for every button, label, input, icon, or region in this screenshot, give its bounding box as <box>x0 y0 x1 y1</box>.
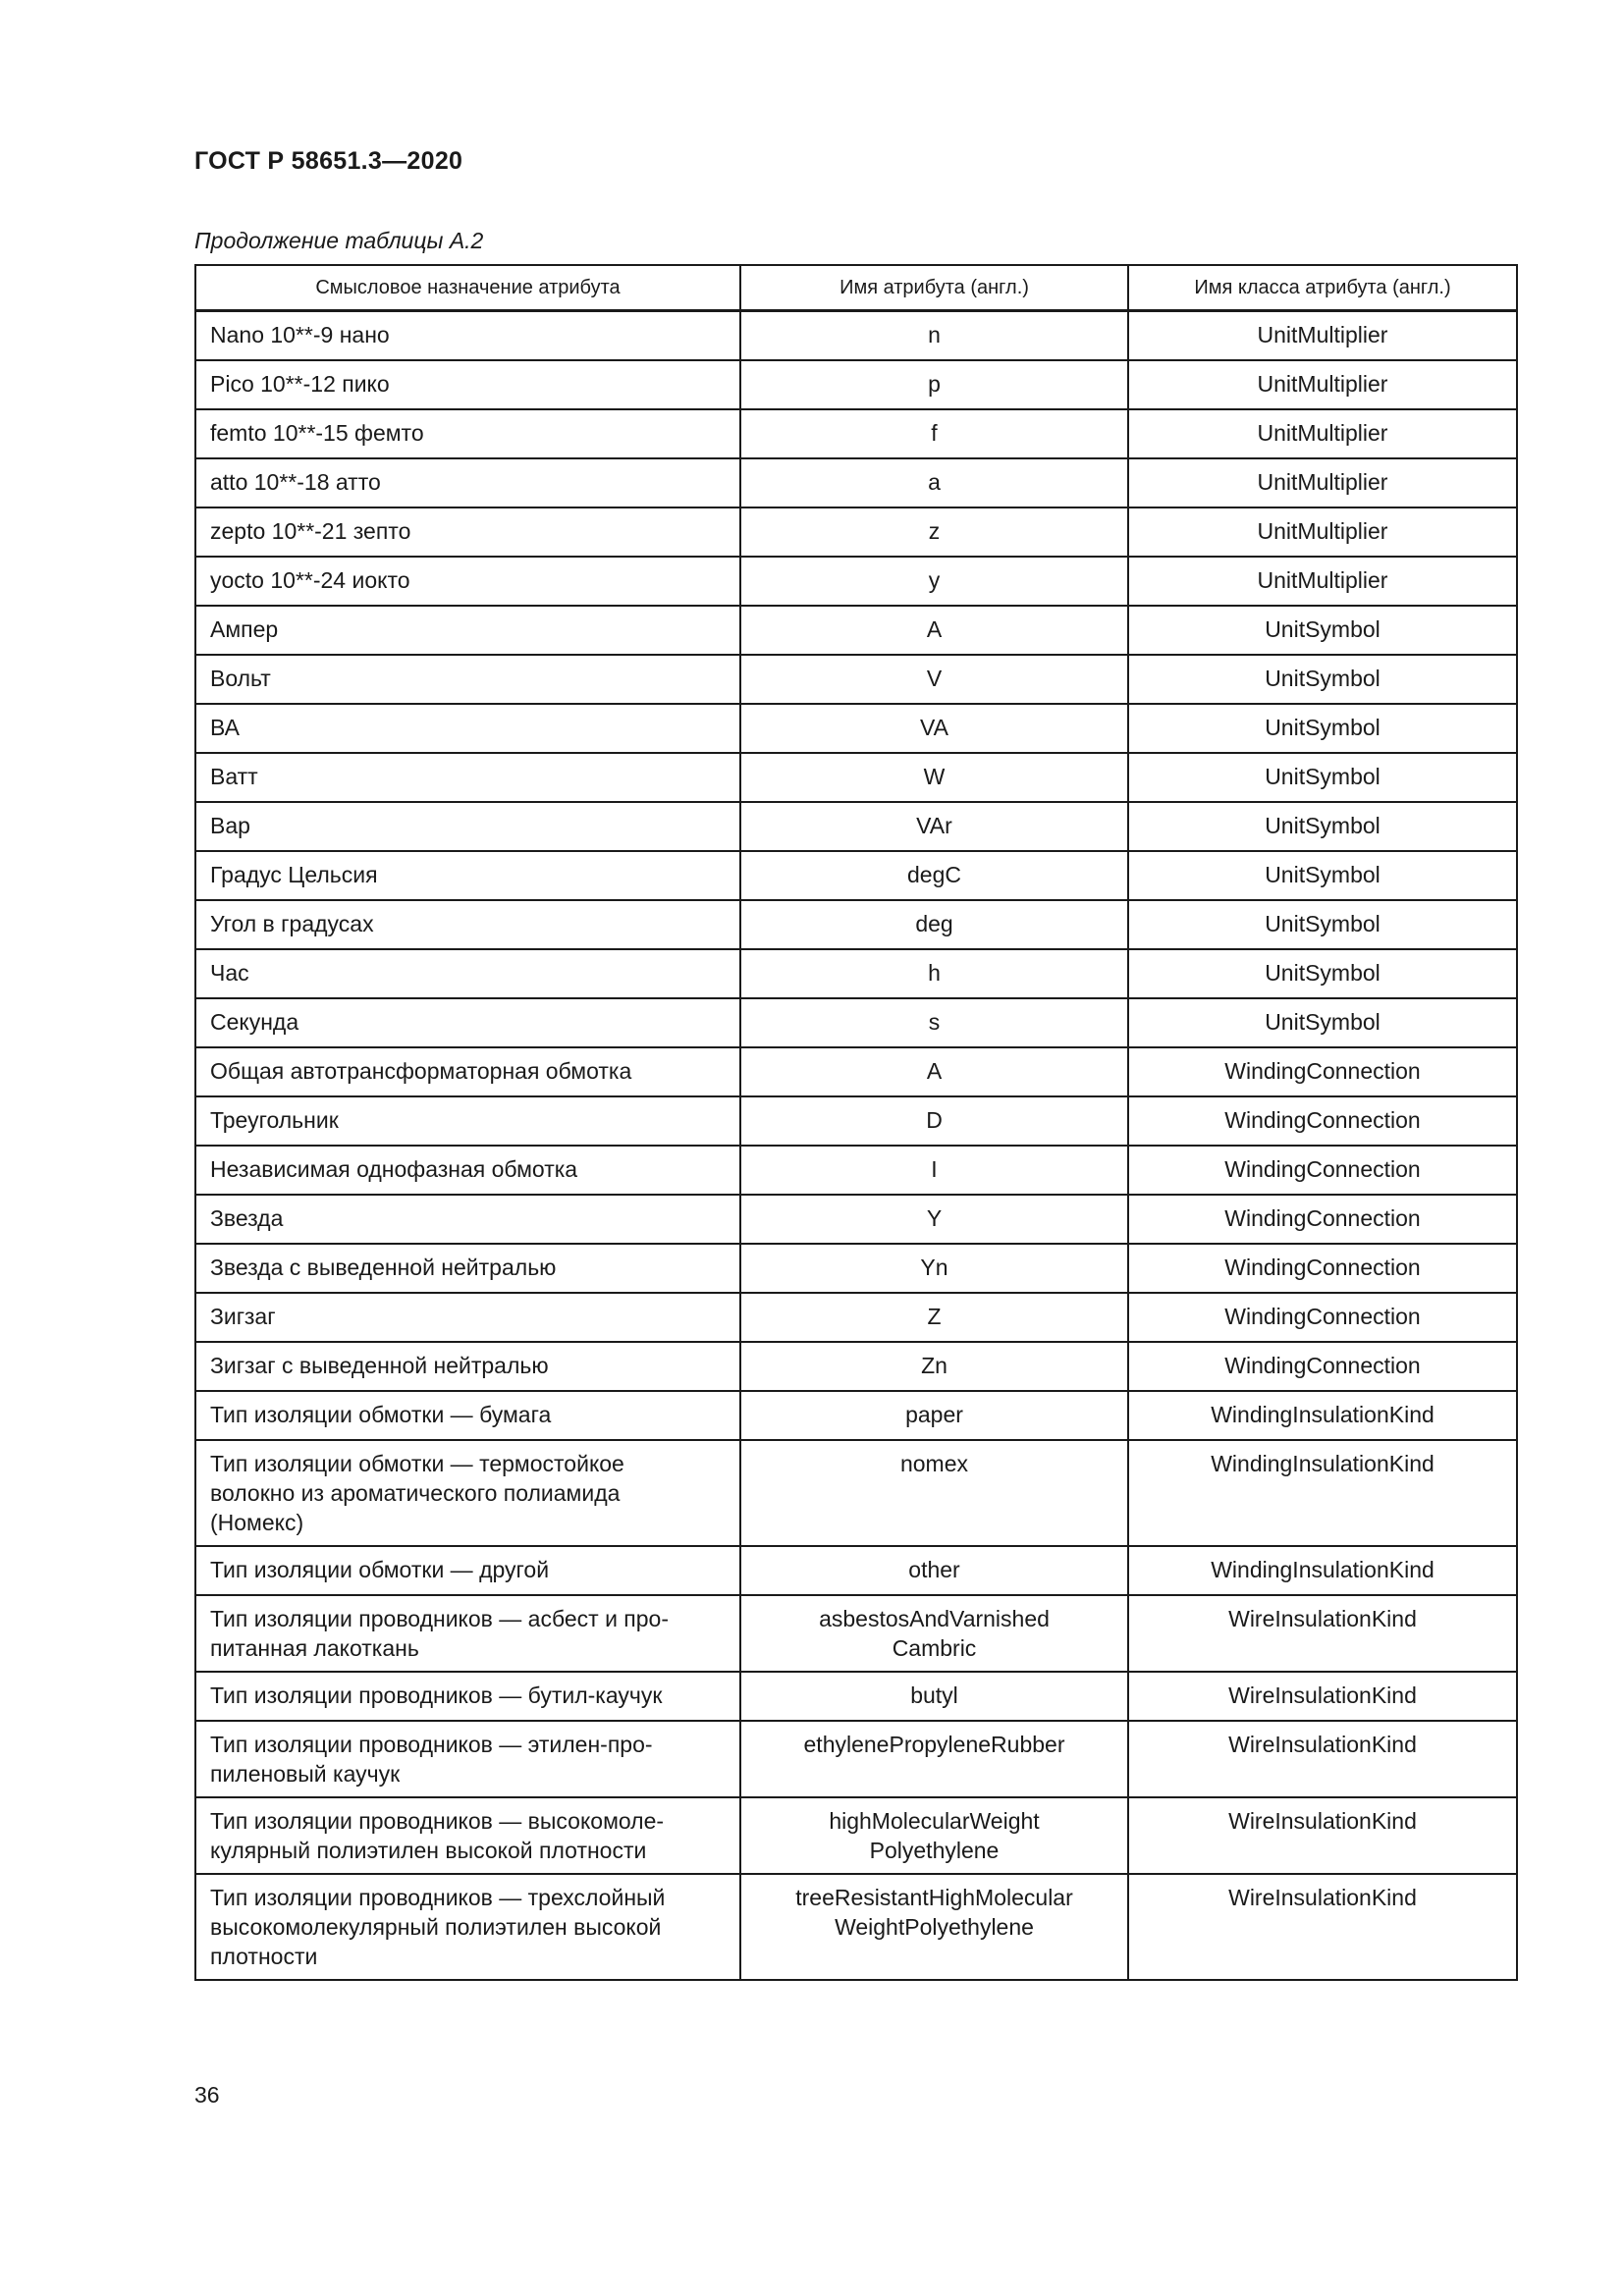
table-row <box>195 851 1517 900</box>
cell-attribute-name-line: asbestosAndVarnished <box>819 1605 1050 1631</box>
cell-attribute-class: UnitMultiplier <box>1128 360 1517 409</box>
cell-meaning: Тип изоляции обмотки — другой <box>195 1546 740 1595</box>
table-row <box>195 1342 1517 1391</box>
cell-attribute-name: W <box>740 753 1128 802</box>
cell-meaning: Ампер <box>195 606 740 655</box>
cell-meaning: Независимая однофазная обмотка <box>195 1146 740 1195</box>
table-row <box>195 1047 1517 1096</box>
cell-meaning: Секунда <box>195 998 740 1047</box>
cell-attribute-name: VAr <box>740 802 1128 851</box>
cell-attribute-class: UnitMultiplier <box>1128 557 1517 606</box>
cell-meaning-line: питанная лакоткань <box>210 1634 419 1661</box>
table-row <box>195 949 1517 998</box>
cell-attribute-name: Z <box>740 1293 1128 1342</box>
cell-attribute-name: h <box>740 949 1128 998</box>
cell-meaning-line: Тип изоляции проводников — высокомоле- <box>210 1807 665 1834</box>
cell-meaning-line: Тип изоляции проводников — этилен-про- <box>210 1731 653 1757</box>
cell-meaning: Общая автотрансформаторная обмотка <box>195 1047 740 1096</box>
table-row <box>195 1721 1517 1797</box>
cell-meaning-line: Тип изоляции проводников — трехслойный <box>210 1884 666 1910</box>
cell-attribute-name-line: WeightPolyethylene <box>835 1913 1034 1940</box>
table-row <box>195 606 1517 655</box>
cell-attribute-class: UnitSymbol <box>1128 851 1517 900</box>
cell-attribute-class: UnitSymbol <box>1128 753 1517 802</box>
cell-attribute-name-line: highMolecularWeight <box>829 1807 1040 1834</box>
cell-attribute-name <box>740 1595 1128 1672</box>
cell-attribute-class: WindingConnection <box>1128 1195 1517 1244</box>
cell-attribute-name: A <box>740 1047 1128 1096</box>
column-header-attribute-name: Имя атрибута (англ.) <box>740 265 1128 311</box>
cell-meaning: Вар <box>195 802 740 851</box>
table-caption: Продолжение таблицы А.2 <box>194 228 484 253</box>
table-row <box>195 1440 1517 1546</box>
cell-meaning: Тип изоляции обмотки — бумага <box>195 1391 740 1440</box>
cell-attribute-name <box>740 1874 1128 1980</box>
cell-meaning <box>195 1874 740 1980</box>
cell-meaning-line: пиленовый каучук <box>210 1760 401 1787</box>
cell-attribute-name-line: Polyethylene <box>869 1837 1000 1863</box>
cell-meaning-line: высокомолекулярный полиэтилен высокой <box>210 1913 662 1940</box>
cell-attribute-name: I <box>740 1146 1128 1195</box>
cell-attribute-class: UnitMultiplier <box>1128 311 1517 360</box>
cell-meaning: Градус Цельсия <box>195 851 740 900</box>
cell-meaning: yocto 10**-24 иокто <box>195 557 740 606</box>
table-row <box>195 1797 1517 1874</box>
attribute-table <box>194 264 1518 1981</box>
table-row <box>195 753 1517 802</box>
cell-meaning: Звезда с выведенной нейтралью <box>195 1244 740 1293</box>
cell-meaning <box>195 1721 740 1797</box>
cell-meaning: Вольт <box>195 655 740 704</box>
cell-attribute-class: WindingConnection <box>1128 1146 1517 1195</box>
cell-attribute-class: UnitSymbol <box>1128 900 1517 949</box>
column-header-attribute-class: Имя класса атрибута (англ.) <box>1128 265 1517 311</box>
cell-meaning: Час <box>195 949 740 998</box>
cell-attribute-name: f <box>740 409 1128 458</box>
cell-attribute-class: WireInsulationKind <box>1128 1672 1517 1721</box>
table-header-row <box>195 265 1517 311</box>
cell-attribute-name: Y <box>740 1195 1128 1244</box>
table-row <box>195 900 1517 949</box>
column-header-meaning: Смысловое назначение атрибута <box>195 265 740 311</box>
cell-meaning <box>195 1595 740 1672</box>
cell-meaning: Угол в градусах <box>195 900 740 949</box>
cell-meaning: femto 10**-15 фемто <box>195 409 740 458</box>
cell-meaning-line: волокно из ароматического полиамида <box>210 1479 621 1506</box>
table-row <box>195 1195 1517 1244</box>
cell-meaning: Тип изоляции проводников — бутил-каучук <box>195 1672 740 1721</box>
cell-meaning-line: Тип изоляции проводников — асбест и про- <box>210 1605 670 1631</box>
cell-attribute-class: UnitSymbol <box>1128 655 1517 704</box>
cell-attribute-name: degC <box>740 851 1128 900</box>
table-row <box>195 1244 1517 1293</box>
table-row <box>195 802 1517 851</box>
cell-meaning: Зигзаг <box>195 1293 740 1342</box>
table-row <box>195 655 1517 704</box>
cell-meaning: ВА <box>195 704 740 753</box>
table-row <box>195 1595 1517 1672</box>
cell-meaning: Nano 10**-9 нано <box>195 311 740 360</box>
table-row <box>195 1391 1517 1440</box>
cell-attribute-class: WindingConnection <box>1128 1293 1517 1342</box>
table-row <box>195 704 1517 753</box>
cell-attribute-name: a <box>740 458 1128 507</box>
cell-attribute-name: s <box>740 998 1128 1047</box>
cell-attribute-class: UnitSymbol <box>1128 802 1517 851</box>
page-number: 36 <box>194 2082 220 2108</box>
cell-attribute-name: VA <box>740 704 1128 753</box>
cell-attribute-name-line: treeResistantHighMolecular <box>795 1884 1073 1910</box>
cell-meaning-line: (Номекс) <box>210 1509 304 1535</box>
cell-meaning <box>195 1440 740 1546</box>
table-row <box>195 1096 1517 1146</box>
cell-attribute-name: Yn <box>740 1244 1128 1293</box>
table-body <box>195 311 1517 1980</box>
cell-meaning-line: кулярный полиэтилен высокой плотности <box>210 1837 647 1863</box>
cell-attribute-name: Zn <box>740 1342 1128 1391</box>
table-row <box>195 1874 1517 1980</box>
cell-attribute-class: WindingConnection <box>1128 1244 1517 1293</box>
cell-attribute-class: WireInsulationKind <box>1128 1797 1517 1874</box>
table-row <box>195 409 1517 458</box>
cell-attribute-class: UnitMultiplier <box>1128 507 1517 557</box>
cell-attribute-class: WindingConnection <box>1128 1096 1517 1146</box>
cell-attribute-class: WindingInsulationKind <box>1128 1546 1517 1595</box>
cell-attribute-class: UnitSymbol <box>1128 949 1517 998</box>
cell-attribute-class: WindingInsulationKind <box>1128 1440 1517 1546</box>
cell-attribute-class: WireInsulationKind <box>1128 1874 1517 1980</box>
cell-attribute-class: WireInsulationKind <box>1128 1595 1517 1672</box>
table-row <box>195 507 1517 557</box>
cell-attribute-class: WireInsulationKind <box>1128 1721 1517 1797</box>
table-row <box>195 360 1517 409</box>
table-row <box>195 458 1517 507</box>
cell-meaning: Pico 10**-12 пико <box>195 360 740 409</box>
cell-attribute-name: p <box>740 360 1128 409</box>
cell-attribute-name: other <box>740 1546 1128 1595</box>
cell-attribute-name <box>740 1797 1128 1874</box>
cell-meaning <box>195 1797 740 1874</box>
cell-attribute-class: WindingInsulationKind <box>1128 1391 1517 1440</box>
table-row <box>195 1293 1517 1342</box>
cell-attribute-name: ethylenePropyleneRubber <box>740 1721 1128 1797</box>
cell-attribute-class: UnitSymbol <box>1128 998 1517 1047</box>
table-row <box>195 1546 1517 1595</box>
table-row <box>195 1146 1517 1195</box>
cell-attribute-class: UnitSymbol <box>1128 606 1517 655</box>
cell-attribute-name: butyl <box>740 1672 1128 1721</box>
table-row <box>195 998 1517 1047</box>
table-row <box>195 311 1517 360</box>
cell-attribute-name: n <box>740 311 1128 360</box>
cell-attribute-name: z <box>740 507 1128 557</box>
cell-meaning: atto 10**-18 атто <box>195 458 740 507</box>
document-code: ГОСТ Р 58651.3—2020 <box>194 147 463 175</box>
cell-meaning-line: Тип изоляции обмотки — термостойкое <box>210 1450 624 1476</box>
cell-meaning: zepto 10**-21 зепто <box>195 507 740 557</box>
table-row <box>195 557 1517 606</box>
cell-attribute-name: A <box>740 606 1128 655</box>
cell-attribute-name: deg <box>740 900 1128 949</box>
cell-attribute-name: nomex <box>740 1440 1128 1546</box>
cell-attribute-name-line: Cambric <box>892 1634 977 1661</box>
cell-attribute-name: D <box>740 1096 1128 1146</box>
table-row <box>195 1672 1517 1721</box>
cell-attribute-class: WindingConnection <box>1128 1342 1517 1391</box>
cell-attribute-class: UnitSymbol <box>1128 704 1517 753</box>
cell-meaning: Зигзаг с выведенной нейтралью <box>195 1342 740 1391</box>
cell-attribute-class: UnitMultiplier <box>1128 458 1517 507</box>
cell-attribute-class: WindingConnection <box>1128 1047 1517 1096</box>
cell-meaning: Треугольник <box>195 1096 740 1146</box>
cell-attribute-name: paper <box>740 1391 1128 1440</box>
cell-meaning: Ватт <box>195 753 740 802</box>
cell-meaning: Звезда <box>195 1195 740 1244</box>
cell-attribute-name: V <box>740 655 1128 704</box>
cell-attribute-class: UnitMultiplier <box>1128 409 1517 458</box>
cell-attribute-name: y <box>740 557 1128 606</box>
cell-meaning-line: плотности <box>210 1943 318 1969</box>
